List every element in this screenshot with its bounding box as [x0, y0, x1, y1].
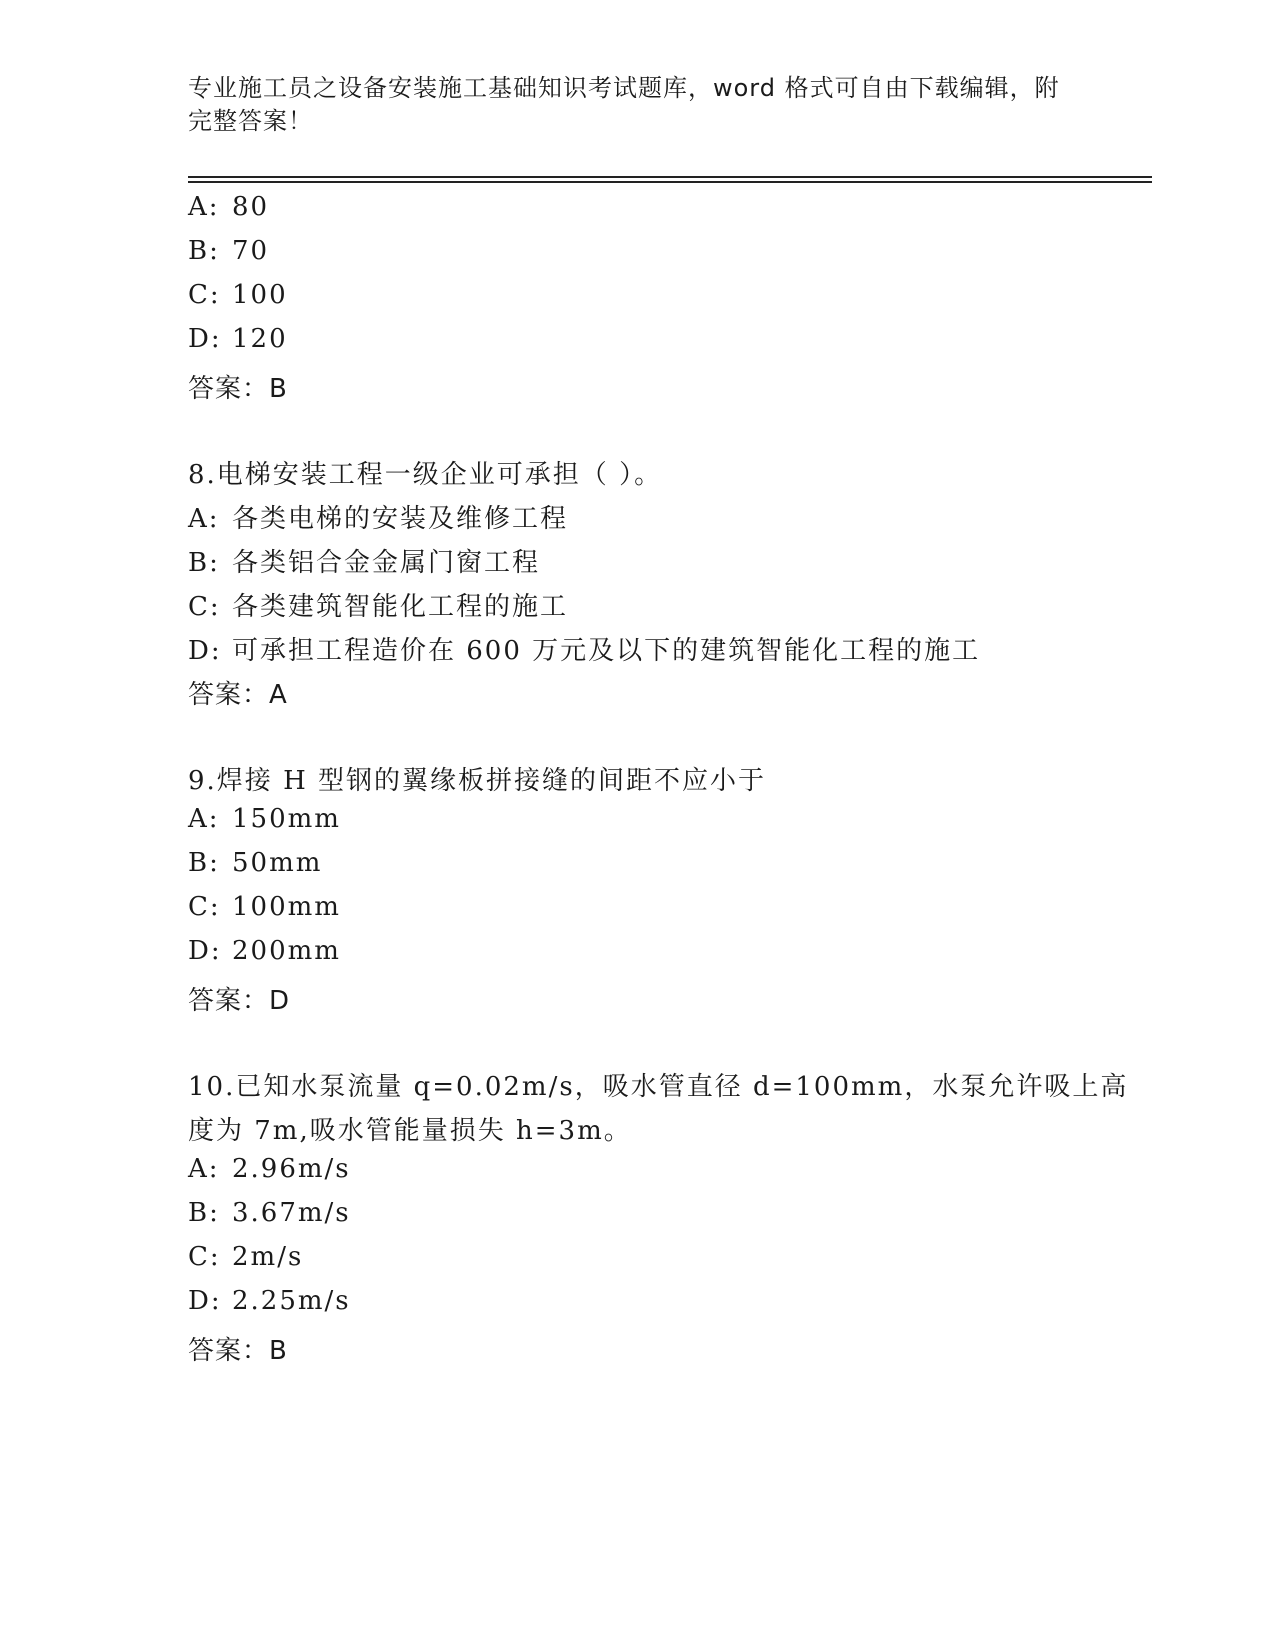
document-header: 专业施工员之设备安装施工基础知识考试题库，word 格式可自由下载编辑，附完整答案！ — [188, 74, 1060, 135]
option-c: C: 100mm — [188, 892, 341, 922]
answer-line: 答案：B — [188, 1336, 288, 1366]
option-a: A: 80 — [188, 192, 270, 222]
option-b: B: 50mm — [188, 848, 323, 878]
answer-line: 答案：A — [188, 680, 288, 710]
option-b: B: 70 — [188, 236, 270, 266]
question-10-line-1: 10.已知水泵流量 q=0.02m/s，吸水管直径 d=100mm，水泵允许吸上高 — [188, 1072, 1129, 1102]
option-b: B: 各类铝合金金属门窗工程 — [188, 548, 541, 578]
option-a: A: 150mm — [188, 804, 341, 834]
option-c: C: 100 — [188, 280, 288, 310]
option-d: D: 2.25m/s — [188, 1286, 351, 1316]
answer-line: 答案：D — [188, 986, 291, 1016]
option-d: D: 120 — [188, 324, 288, 354]
question-10-line-2: 度为 7m,吸水管能量损失 h=3m。 — [188, 1116, 632, 1146]
option-d: D: 200mm — [188, 936, 341, 966]
option-c: C: 各类建筑智能化工程的施工 — [188, 592, 569, 622]
question-8: 8.电梯安装工程一级企业可承担（ ）。 — [188, 460, 663, 490]
option-b: B: 3.67m/s — [188, 1198, 351, 1228]
option-d: D: 可承担工程造价在 600 万元及以下的建筑智能化工程的施工 — [188, 636, 981, 666]
header-divider-top — [188, 176, 1152, 178]
option-a: A: 各类电梯的安装及维修工程 — [188, 504, 569, 534]
option-c: C: 2m/s — [188, 1242, 304, 1272]
question-9: 9.焊接 H 型钢的翼缘板拼接缝的间距不应小于 — [188, 766, 767, 796]
option-a: A: 2.96m/s — [188, 1154, 351, 1184]
header-divider-bottom — [188, 181, 1152, 183]
answer-line: 答案：B — [188, 374, 288, 404]
